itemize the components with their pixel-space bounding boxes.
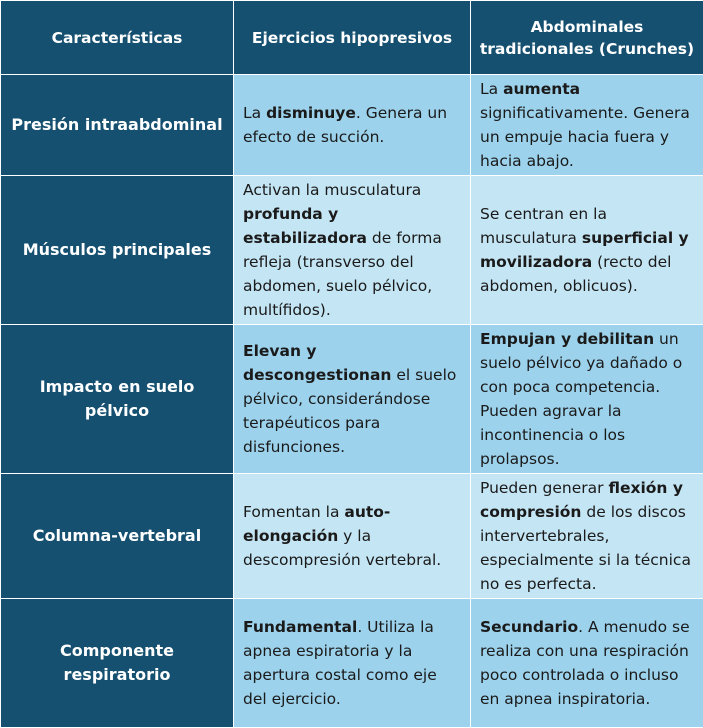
cell-text: de forma refleja (transverso del abdomen, suelo pélvico, multífidos). [243, 229, 442, 319]
table-row [1, 75, 703, 176]
cell-tradicionales [471, 176, 703, 325]
emphasis-text: superficial y movilizadora [480, 229, 689, 271]
emphasis-text: profunda y estabilizadora [243, 205, 367, 247]
header-row [1, 1, 703, 75]
emphasis-text: aumenta [503, 80, 580, 98]
cell-tradicionales [471, 75, 703, 176]
row-label: Columna-vertebral [1, 474, 234, 599]
cell-text: significativamente. Genera un empuje hacia fuera y hacia abajo. [480, 104, 690, 170]
cell-text: La [243, 104, 266, 122]
cell-tradicionales [471, 474, 703, 599]
emphasis-text: auto-elongación [243, 503, 390, 545]
emphasis-text: Secundario [480, 618, 578, 636]
cell-text: Se centran en la musculatura [480, 205, 607, 247]
cell-text: Pueden generar [480, 479, 608, 497]
table-row [1, 599, 703, 728]
cell-hipopresivos [234, 325, 471, 474]
table-row [1, 176, 703, 325]
cell-text: . Utiliza la apnea espiratoria y la apertura costal como eje del ejercicio. [243, 618, 437, 708]
table-row [1, 325, 703, 474]
cell-hipopresivos [234, 176, 471, 325]
row-label: Músculos principales [1, 176, 234, 325]
header-hipopresivos: Ejercicios hipopresivos [234, 1, 471, 75]
cell-text: (recto del abdomen, oblicuos). [480, 253, 671, 295]
cell-tradicionales [471, 599, 703, 728]
cell-text: y la descompresión vertebral. [243, 527, 441, 569]
cell-text: un suelo pélvico ya dañado o con poca competencia. Pueden agravar la incontinencia o los prolapsos. [480, 330, 682, 468]
header-tradicionales: Abdominales tradicionales (Crunches) [471, 1, 703, 75]
cell-hipopresivos [234, 474, 471, 599]
emphasis-text: Fundamental [243, 618, 357, 636]
cell-text: . Genera un efecto de succión. [243, 104, 447, 146]
cell-text: Fomentan la [243, 503, 344, 521]
row-label: Componente respiratorio [1, 599, 234, 728]
row-label: Impacto en suelo pélvico [1, 325, 234, 474]
cell-text: de los discos intervertebrales, especialmente si la técnica no es perfecta. [480, 503, 691, 593]
cell-tradicionales [471, 325, 703, 474]
cell-text: . A menudo se realiza con una respiración poco controlada o incluso en apnea inspiratoria. [480, 618, 690, 708]
cell-hipopresivos [234, 599, 471, 728]
cell-text: La [480, 80, 503, 98]
row-label: Presión intraabdominal [1, 75, 234, 176]
cell-text: Activan la musculatura [243, 181, 421, 199]
header-caracteristicas: Características [1, 1, 234, 75]
cell-text: el suelo pélvico, considerándose terapéuticos para disfunciones. [243, 366, 456, 456]
emphasis-text: disminuye [266, 104, 356, 122]
cell-hipopresivos [234, 75, 471, 176]
emphasis-text: Elevan y descongestionan [243, 342, 391, 384]
table-row [1, 474, 703, 599]
emphasis-text: Empujan y debilitan [480, 330, 654, 348]
emphasis-text: flexión y compresión [480, 479, 683, 521]
